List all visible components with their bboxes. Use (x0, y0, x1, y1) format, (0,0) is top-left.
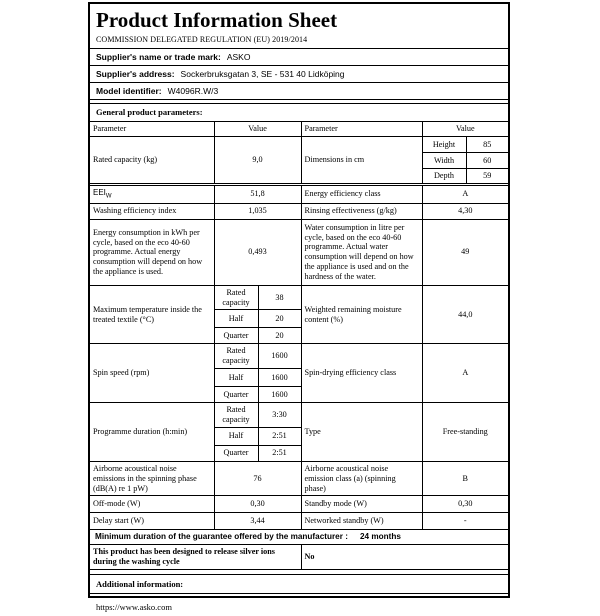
spin-label-quarter: Quarter (214, 387, 258, 403)
product-information-sheet (88, 2, 510, 613)
value-off-mode: 0,30 (214, 496, 301, 513)
param-water-consumption: Water consumption in litre per cycle, based on the eco 40-60 programme. Actual water consumption will depend on how the appliance is used and on the hardness of the water. (301, 219, 422, 285)
table-header-row (90, 122, 508, 137)
duration-value-rated: 3:30 (258, 403, 301, 428)
param-noise-class: Airborne acoustical noise emission class (a) (spinning phase) (301, 461, 422, 496)
page-title: Product Information Sheet (96, 8, 338, 32)
param-moisture: Weighted remaining moisture content (%) (301, 285, 422, 344)
row-eei (90, 185, 508, 204)
model-identifier-label: Model identifier: (96, 86, 162, 96)
value-washing-index: 1,035 (214, 203, 301, 219)
row-duration (90, 403, 508, 428)
model-identifier-value: W4096R.W/3 (167, 86, 219, 96)
param-networked-standby: Networked standby (W) (301, 513, 422, 530)
dimension-label-depth: Depth (422, 169, 466, 185)
spin-value-rated: 1600 (258, 344, 301, 369)
spin-value-quarter: 1600 (258, 387, 301, 403)
row-noise (90, 461, 508, 496)
dimension-value-width: 60 (466, 153, 508, 169)
value-type: Free-standing (422, 403, 508, 462)
param-max-temp: Maximum temperature inside the treated textile (°C) (90, 285, 214, 344)
silver-ions-value: No (301, 545, 508, 570)
param-rated-capacity: Rated capacity (kg) (90, 137, 214, 185)
supplier-address-label: Supplier's address: (96, 69, 175, 79)
supplier-address-value: Sockerbruksgatan 3, SE - 531 40 Lidköping (180, 69, 345, 79)
col-header-value-right: Value (422, 122, 508, 137)
param-delay-start: Delay start (W) (90, 513, 214, 530)
value-noise: 76 (214, 461, 301, 496)
row-delay-start (90, 513, 508, 530)
value-rinsing: 4,30 (422, 203, 508, 219)
param-rinsing: Rinsing effectiveness (g/kg) (301, 203, 422, 219)
param-spin-speed: Spin speed (rpm) (90, 344, 214, 403)
duration-label-half: Half (214, 427, 258, 445)
value-eei: 51,8 (214, 185, 301, 204)
additional-information-url-row (90, 597, 508, 616)
param-standby: Standby mode (W) (301, 496, 422, 513)
param-dimensions: Dimensions in cm (301, 137, 422, 185)
supplier-address-row (90, 66, 508, 83)
param-duration: Programme duration (h:min) (90, 403, 214, 462)
row-guarantee (90, 530, 508, 545)
value-energy-class: A (422, 185, 508, 204)
additional-information-heading: Additional information: (90, 574, 508, 594)
spin-value-half: 1600 (258, 369, 301, 387)
spin-label-half: Half (214, 369, 258, 387)
document-header (90, 4, 508, 49)
col-header-parameter-right: Parameter (301, 122, 422, 137)
param-eei: $EEI_W$ (90, 185, 214, 204)
row-consumption (90, 219, 508, 285)
value-moisture: 44,0 (422, 285, 508, 344)
silver-ions-label: This product has been designed to release silver ions during the washing cycle (90, 545, 301, 570)
duration-value-quarter: 2:51 (258, 445, 301, 461)
dimension-value-height: 85 (466, 137, 508, 153)
row-off-mode (90, 496, 508, 513)
value-noise-class: B (422, 461, 508, 496)
model-identifier-row (90, 83, 508, 100)
max-temp-label-quarter: Quarter (214, 328, 258, 344)
max-temp-value-half: 20 (258, 310, 301, 328)
guarantee-cell (90, 530, 508, 545)
param-noise: Airborne acoustical noise emissions in the spinning phase (dB(A) re 1 pW) (90, 461, 214, 496)
value-networked-standby: - (422, 513, 508, 530)
asko-website-link[interactable]: https://www.asko.com (96, 602, 172, 613)
value-water-consumption: 49 (422, 219, 508, 285)
guarantee-label: Minimum duration of the guarantee offered by the manufacturer : (95, 532, 348, 542)
max-temp-label-rated: Rated capacity (214, 285, 258, 310)
duration-label-rated: Rated capacity (214, 403, 258, 428)
param-off-mode: Off-mode (W) (90, 496, 214, 513)
value-rated-capacity: 9,0 (214, 137, 301, 185)
row-silver-ions (90, 545, 508, 570)
regulation-subtitle: COMMISSION DELEGATED REGULATION (EU) 2019/2014 (96, 35, 308, 44)
col-header-parameter-left: Parameter (90, 122, 214, 137)
dimension-label-width: Width (422, 153, 466, 169)
duration-label-quarter: Quarter (214, 445, 258, 461)
spin-label-rated: Rated capacity (214, 344, 258, 369)
supplier-name-label: Supplier's name or trade mark: (96, 52, 221, 62)
duration-value-half: 2:51 (258, 427, 301, 445)
value-standby: 0,30 (422, 496, 508, 513)
max-temp-value-rated: 38 (258, 285, 301, 310)
row-spin-speed (90, 344, 508, 369)
general-parameters-heading: General product parameters: (90, 103, 508, 121)
value-delay-start: 3,44 (214, 513, 301, 530)
value-energy-consumption: 0,493 (214, 219, 301, 285)
param-washing-index: Washing efficiency index (90, 203, 214, 219)
value-spin-class: A (422, 344, 508, 403)
param-energy-consumption: Energy consumption in kWh per cycle, based on the eco 40-60 programme. Actual energy consumption will depend on how the appliance is used. (90, 219, 214, 285)
parameters-table (90, 121, 508, 570)
col-header-value-left: Value (214, 122, 301, 137)
param-type: Type (301, 403, 422, 462)
dimension-label-height: Height (422, 137, 466, 153)
max-temp-label-half: Half (214, 310, 258, 328)
supplier-name-row (90, 49, 508, 66)
max-temp-value-quarter: 20 (258, 328, 301, 344)
param-spin-class: Spin-drying efficiency class (301, 344, 422, 403)
param-energy-class: Energy efficiency class (301, 185, 422, 204)
row-washing-index (90, 203, 508, 219)
row-max-temp (90, 285, 508, 310)
supplier-name-value: ASKO (226, 52, 251, 62)
dimension-value-depth: 59 (466, 169, 508, 185)
row-rated-capacity (90, 137, 508, 153)
guarantee-value: 24 months (359, 532, 401, 542)
